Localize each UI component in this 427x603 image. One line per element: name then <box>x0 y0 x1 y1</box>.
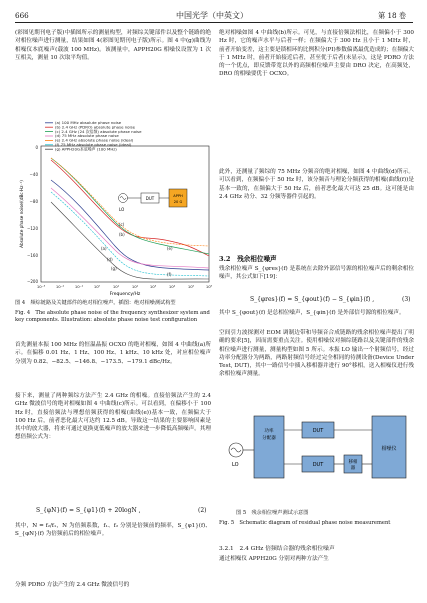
svg-text:器: 器 <box>350 466 356 471</box>
right-paragraph-6: 通过相噪仪 APPH20G 分别对两种方法产生 <box>219 556 329 562</box>
svg-text:10⁻³: 10⁻³ <box>36 284 46 289</box>
svg-text:10⁻¹: 10⁻¹ <box>74 284 84 289</box>
svg-text:(g): (g) <box>111 266 117 271</box>
fig5-dut-top-label: DUT <box>312 428 324 434</box>
volume-label: 第 18 卷 <box>378 11 407 20</box>
svg-text:−120: −120 <box>27 226 38 231</box>
inset-meter-label: APPH <box>173 194 183 198</box>
svg-text:(e): (e) <box>167 246 173 251</box>
right-paragraph-5: 空间引力波探测对 EOM 调制边带和导频音合成链路的残余相位噪声提出了明确的要求[5]，因而需要重点关注。使用相噪仪对频综链路以及关键部件的残余相位噪声进行测量，测量构型如图 5 所示。本振 LO 输出一个射频信号，经过功率分配器分为两路，两路射频信号经过完全相同的待测设备(Device Under Test, DUT)，其中一路信号中插入移相器并进行 90°移相，送入相噪仪进行残余相位噪声测量。 <box>219 330 414 378</box>
right-paragraph-2: 此外，还测量了频综的 75 MHz 分频音的绝对相噪，如图 4 中曲线(d)所示。可以看到，在频偏小于 50 Hz 时，该分频音与理论分频获得的相噪(曲线(f))是基本一致的，在频偏大于 50 Hz 后，前者恶化最大可达 25 dB。这可能是由 2.4 GHz 功分、32 分频等器件引起的。 <box>219 169 414 200</box>
svg-text:(a): (a) <box>101 246 107 251</box>
svg-text:−80: −80 <box>29 199 38 204</box>
svg-text:10⁵: 10⁵ <box>187 284 195 289</box>
svg-text:−40: −40 <box>29 172 38 177</box>
chart-legend <box>45 120 142 151</box>
legend-entry: (f) 75 MHz absolute phase noise (ideal) <box>55 142 132 147</box>
legend-entry: (g) APPH20G本底噪声 (100 MHz) <box>55 146 117 152</box>
equation-2-number: (2) <box>198 507 207 514</box>
section-heading-3-2: 3.2 残余相位噪声 <box>219 255 277 263</box>
x-tick-labels <box>37 284 213 289</box>
page-number: 666 <box>15 11 29 20</box>
curve-b <box>51 160 209 256</box>
figure-4-chart <box>15 118 215 296</box>
fig5-caption-cn: 图 5 残余相位噪声测试示意图 <box>236 510 309 516</box>
inset-dut-label: DUT <box>145 196 155 201</box>
left-paragraph-3: 接下来，测量了两种频综方法产生 2.4 GHz 的相噪。直接倍频法产生的 2.4 GHz 微波信号的绝对相噪如图 4 中曲线(c)所示。可以看到，在偏移小于 100 Hz 时，直接倍频法与理想倍频获得的相噪(曲线(e))基本一致，在频偏大于 100 Hz 后，前者恶化最大可达约 12.5 dB。导致这一结果的主要影响因素是其中的放大器，将来可通过更换更低噪声的放大器来进一步降低高频噪声。其理想倍频公式为： <box>15 393 211 441</box>
svg-text:10⁶: 10⁶ <box>205 284 213 289</box>
legend-entry: (d) 75 MHz absolute phase noise <box>55 133 119 139</box>
left-paragraph-4: 其中，N = f₂/f₁，N 为倍频系数，f₁、f₂ 分别是倍频前的频率，S_{φ1}(f)、S_{φN}(f) 为倍频前后的相位噪声。 <box>15 523 211 538</box>
figure-5 <box>222 410 412 505</box>
right-paragraph-3: 残余相位噪声 S_{φres}(f) 是系统在去除外部信号源的相位噪声后的剩余相位噪声，其公式如下[19]： <box>219 266 414 281</box>
legend-entry: (a) 100 MHz absolute phase noise <box>55 120 122 125</box>
figure-5-diagram <box>222 410 412 505</box>
svg-text:(d): (d) <box>107 257 113 262</box>
equation-3: S_{φres}(f) = S_{φout}(f) − S_{φin}(f) , <box>250 296 375 303</box>
svg-text:20 G: 20 G <box>173 200 183 204</box>
svg-text:(b): (b) <box>119 232 125 237</box>
fig4-caption-en: Fig. 4 The absolute phase noise of the frequency synthesizer system and key components. Illustration: absolute phase noise test configuration <box>15 310 210 324</box>
svg-text:10⁴: 10⁴ <box>168 284 176 289</box>
header-rule <box>15 22 413 23</box>
svg-text:10²: 10² <box>131 284 139 289</box>
svg-text:−200: −200 <box>27 279 38 284</box>
svg-text:分配器: 分配器 <box>262 436 276 441</box>
subsection-heading-3-2-1: 3.2.1 2.4 GHz 倍频结合器的残余相位噪声 <box>219 546 335 552</box>
fig5-meter-label: 相噪仪 <box>381 446 397 452</box>
right-paragraph-4: 其中 S_{φout}(f) 是总相位噪声，S_{φin}(f) 是外部信号源的相位噪声。 <box>219 310 405 316</box>
fig5-lo-label: LO <box>232 462 239 468</box>
svg-text:10¹: 10¹ <box>112 284 120 289</box>
legend-entry: (e) 2.4 GHz absolute phase noise (ideal) <box>55 137 134 143</box>
figure-4 <box>15 118 215 296</box>
fig4-caption-cn: 图 4 频综链路及关键部件的绝对相位噪声。插图：绝对相噪测试构型 <box>15 300 176 306</box>
y-tick-labels <box>27 145 38 284</box>
plot-frame <box>41 146 209 282</box>
left-paragraph-1: (彩图见期刊电子版)中插图所示的测量构型，对频综关键部件以及整个链路的绝对相位噪声进行测量，结果如图 4(彩图见期刊电子版)所示。图 4 中(g)曲线为相噪仪本底噪声(载波 100 MHz)。该测量中，APPH20G 相噪仪设置为 1 次互相关，测量 10 次取平均值。 <box>15 30 211 61</box>
fig5-shifter-label: 移相 <box>348 460 358 465</box>
svg-text:−160: −160 <box>27 253 38 258</box>
equation-2: S_{φN}(f) = S_{φ1}(f) + 20logN , <box>36 507 141 514</box>
svg-text:10⁰: 10⁰ <box>93 284 101 289</box>
svg-text:(f): (f) <box>167 272 172 277</box>
svg-text:0: 0 <box>35 145 38 150</box>
right-paragraph-1: 绝对相噪如图 4 中曲线(b)所示。可见，与直接倍频法相比，在频偏小于 300 Hz 时，它的噪声水平与后者一样；在频偏大于 300 Hz 且小于 1 MHz 时，前者开始变差，这主要是锁相环的比例积分(PI)参数偏离最优造成的；在频偏大于 1 MHz 时，前者开始接近后者，甚至优于后者(未显示)，这是 PDRO 方法的一个优点，即反馈带宽以外的高频相位噪声主要由 DRO 决定，在高频处，DRO 的相噪要优于 OCXO。 <box>219 30 414 78</box>
inset-meter-box <box>169 189 187 207</box>
journal-title: 中国光学（中英文） <box>176 11 248 20</box>
left-paragraph-2: 首先测量本振 100 MHz 的恒温晶振 OCXO 的绝对相噪，如图 4 中曲线(a)所示。在偏移 0.01 Hz、1 Hz、100 Hz、1 kHz、10 kHz 处，对应相位噪声分别为 0.82、−82.5、−146.8、−173.5、−179.1 dBc/Hz。 <box>15 342 211 365</box>
fig5-splitter-box <box>254 416 284 478</box>
equation-3-number: (3) <box>402 296 411 303</box>
curve-labels <box>101 222 173 277</box>
x-axis-label: Frequency/Hz <box>109 292 141 296</box>
legend-entry: (b) 2.4 GHz (PDRO) absolute phase noise <box>55 124 136 130</box>
left-paragraph-5: 分频 PDRO 方法产生的 2.4 GHz 微波信号的 <box>15 582 130 588</box>
svg-text:(c): (c) <box>119 222 125 227</box>
fig5-caption-en: Fig. 5 Schematic diagram of residual phase noise measurement <box>219 520 391 526</box>
svg-text:10³: 10³ <box>149 284 157 289</box>
fig5-dut-bottom-label: DUT <box>312 462 324 468</box>
y-axis-label: Absolute phase noise/(dBc·Hz⁻¹) <box>19 180 24 248</box>
svg-text:10⁻²: 10⁻² <box>55 284 65 289</box>
legend-entry: (c) 2.4 GHz (24 次倍频) absolute phase noise <box>55 128 142 134</box>
fig5-splitter-label: 功率 <box>264 429 274 434</box>
inset-lo-label: LO <box>119 207 125 212</box>
inset-test-configuration <box>119 189 188 212</box>
